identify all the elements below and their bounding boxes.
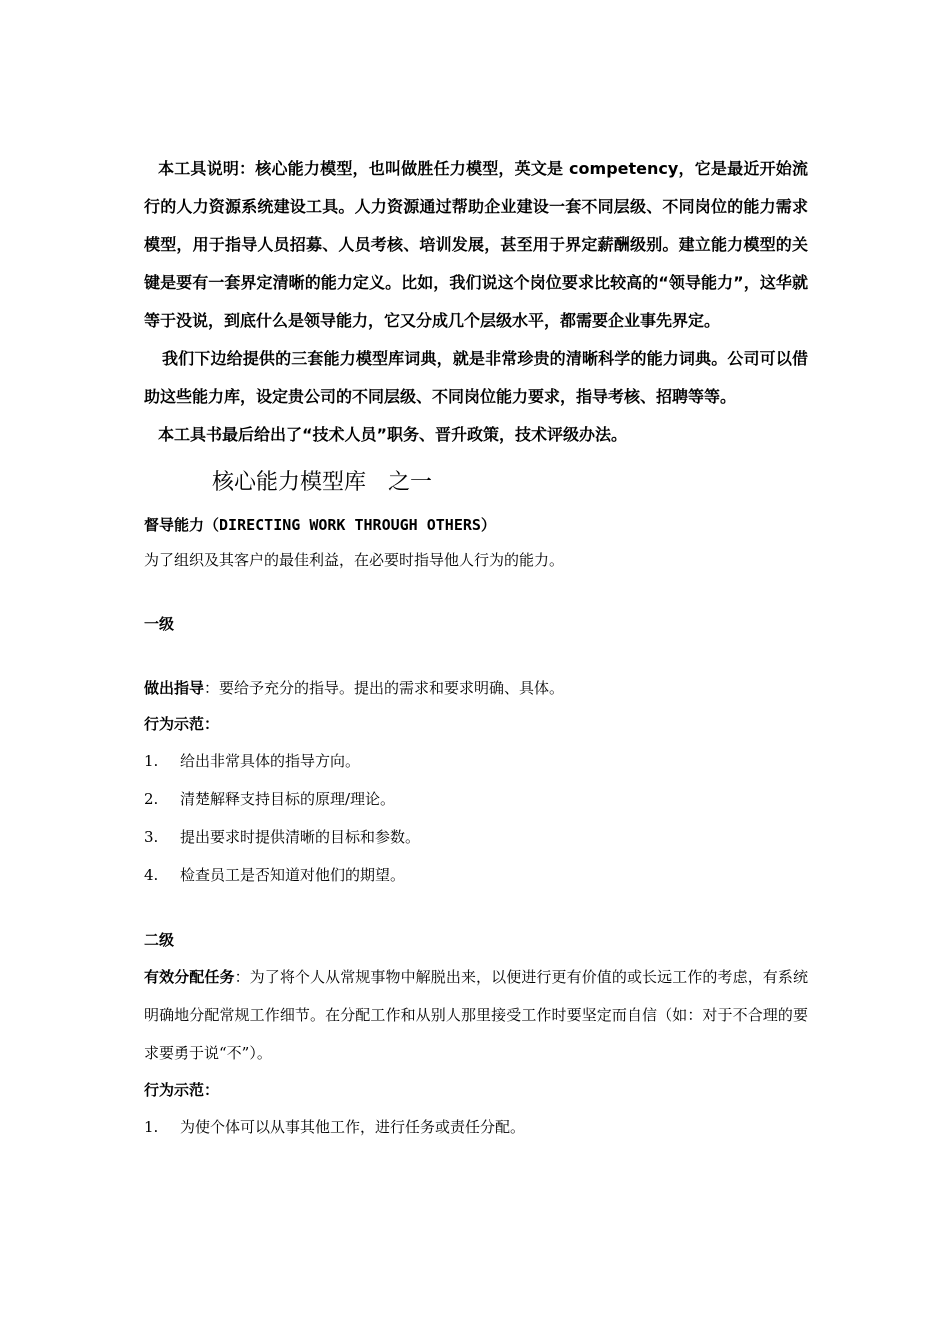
level-1-term: 做出指导 bbox=[144, 679, 205, 697]
level-1-behavior-list bbox=[144, 742, 808, 894]
level-1-description bbox=[144, 670, 808, 706]
list-item-text: 给出非常具体的指导方向。 bbox=[180, 752, 361, 770]
list-item bbox=[144, 1108, 808, 1146]
level-2-description bbox=[144, 958, 808, 1072]
level-2-heading: 二级 bbox=[144, 931, 175, 949]
level-1-behavior-label: 行为示范： bbox=[144, 715, 220, 733]
intro-paragraph-1: 本工具说明：核心能力模型，也叫做胜任力模型，英文是 competency，它是最近开始流行的人力资源系统建设工具。人力资源通过帮助企业建设一套不同层级、不同岗位的能力需求模型，用于指导人员招募、人员考核、培训发展，甚至用于界定薪酬级别。建立能力模型的关键是要有一套界定清晰的能力定义。比如，我们说这个岗位要求比较高的“领导能力”，这华就等于没说，到底什么是领导能力，它又分成几个层级水平，都需要企业事先界定。 bbox=[144, 159, 808, 330]
list-item-text: 检查员工是否知道对他们的期望。 bbox=[180, 866, 406, 884]
competency-name-cn: 督导能力 bbox=[144, 516, 205, 534]
level-2-desc-text: ：为了将个人从常规事物中解脱出来，以便进行更有价值的或长远工作的考虑，有系统明确地分配常规工作细节。在分配工作和从别人那里接受工作时要坚定而自信（如：对于不合理的要求要勇于说“不”）。 bbox=[144, 968, 808, 1062]
list-item-number: 1. bbox=[144, 752, 159, 770]
level-1-heading: 一级 bbox=[144, 615, 175, 633]
intro-paragraph-2: 我们下边给提供的三套能力模型库词典，就是非常珍贵的清晰科学的能力词典。公司可以借助这些能力库，设定贵公司的不同层级、不同岗位能力要求，指导考核、招聘等等。 bbox=[144, 349, 808, 406]
list-item bbox=[144, 856, 808, 894]
level-2-term: 有效分配任务 bbox=[144, 968, 235, 986]
library-title-sub: 之一 bbox=[388, 470, 433, 495]
list-item-number: 2. bbox=[144, 790, 159, 808]
library-title-main: 核心能力模型库 bbox=[212, 470, 367, 495]
competency-definition: 为了组织及其客户的最佳利益，在必要时指导他人行为的能力。 bbox=[144, 551, 565, 569]
list-item-text: 清楚解释支持目标的原理/理论。 bbox=[180, 790, 396, 808]
level-1-desc-text: ：要给予充分的指导。提出的需求和要求明确、具体。 bbox=[204, 679, 565, 697]
list-item-number: 4. bbox=[144, 866, 159, 884]
intro-section bbox=[144, 150, 808, 454]
list-item bbox=[144, 780, 808, 818]
list-item-text: 提出要求时提供清晰的目标和参数。 bbox=[180, 828, 421, 846]
level-2-behavior-list bbox=[144, 1108, 808, 1146]
list-item-text: 为使个体可以从事其他工作，进行任务或责任分配。 bbox=[180, 1118, 526, 1136]
level-2-behavior-label: 行为示范： bbox=[144, 1081, 220, 1099]
competency-heading bbox=[144, 508, 808, 542]
list-item-number: 3. bbox=[144, 828, 159, 846]
list-item bbox=[144, 742, 808, 780]
document-page bbox=[144, 150, 808, 1146]
list-item bbox=[144, 818, 808, 856]
library-title bbox=[212, 462, 808, 504]
intro-paragraph-3: 本工具书最后给出了“技术人员”职务、晋升政策，技术评级办法。 bbox=[158, 425, 628, 444]
list-item-number: 1. bbox=[144, 1118, 159, 1136]
competency-name-en: （DIRECTING WORK THROUGH OTHERS） bbox=[204, 516, 496, 534]
